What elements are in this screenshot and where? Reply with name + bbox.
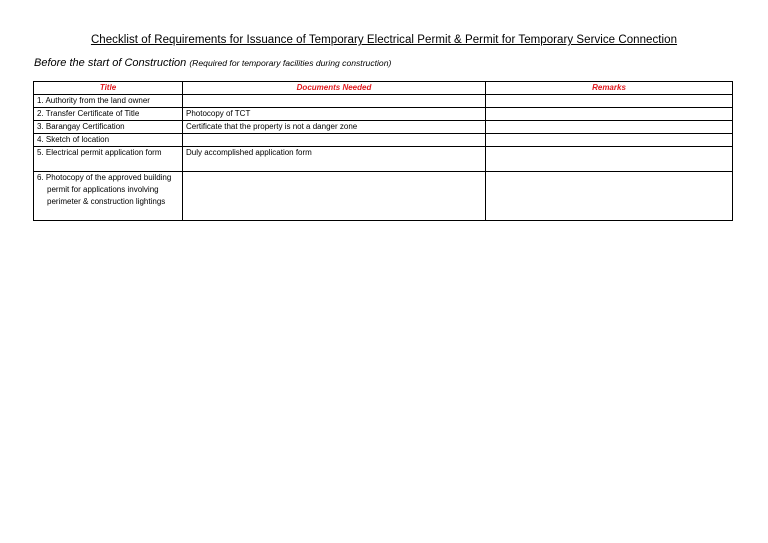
header-documents: Documents Needed: [183, 82, 486, 95]
cell-remarks: [486, 134, 733, 147]
table-row: [34, 121, 733, 134]
cell-documents: Certificate that the property is not a danger zone: [183, 121, 486, 134]
cell-title: [34, 121, 183, 134]
cell-documents: Duly accomplished application form: [183, 147, 486, 172]
cell-documents: [183, 134, 486, 147]
requirements-table: [33, 81, 733, 221]
cell-remarks: [486, 121, 733, 134]
cell-title: [34, 95, 183, 108]
cell-documents: [183, 95, 486, 108]
table-row: [34, 134, 733, 147]
cell-title: [34, 172, 183, 221]
section-heading-note: (Required for temporary facilities during construction): [189, 58, 392, 68]
cell-title-text: 3. Barangay Certification: [37, 122, 125, 131]
cell-title: [34, 147, 183, 172]
cell-title-text: 2. Transfer Certificate of Title: [37, 109, 140, 118]
header-title: Title: [34, 82, 183, 95]
table-header-row: [34, 82, 733, 95]
cell-remarks: [486, 95, 733, 108]
cell-title-text: 1. Authority from the land owner: [37, 96, 150, 105]
section-heading-text: Before the start of Construction: [34, 57, 187, 69]
cell-title-text: 4. Sketch of location: [37, 135, 110, 144]
cell-remarks: [486, 108, 733, 121]
cell-remarks: [486, 147, 733, 172]
header-remarks: Remarks: [486, 82, 733, 95]
cell-documents: [183, 172, 486, 221]
table-row: [34, 108, 733, 121]
cell-remarks: [486, 172, 733, 221]
page-title: Checklist of Requirements for Issuance of Temporary Electrical Permit & Permit for Temporary Service Connection: [90, 34, 678, 46]
table-row: [34, 95, 733, 108]
cell-documents: Photocopy of TCT: [183, 108, 486, 121]
cell-title: [34, 108, 183, 121]
cell-title: [34, 134, 183, 147]
table-row: [34, 147, 733, 172]
cell-title-text: 6. Photocopy of the approved building permit for applications involving perimeter & construction lightings: [37, 173, 172, 206]
cell-title-text: 5. Electrical permit application form: [37, 148, 162, 157]
table-row: [34, 172, 733, 221]
section-heading: [34, 57, 391, 69]
